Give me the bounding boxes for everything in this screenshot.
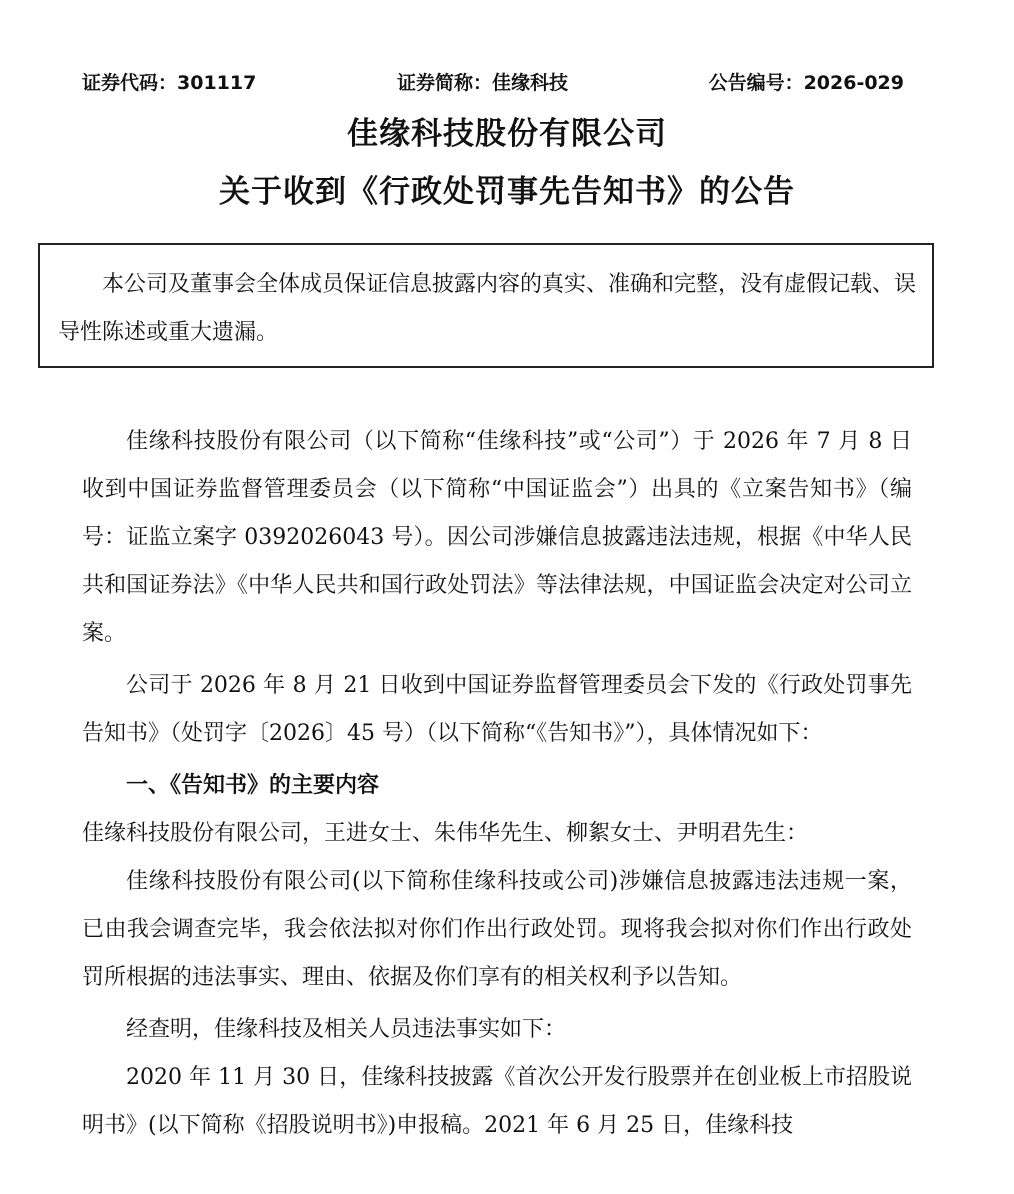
announcement-title: 关于收到《行政处罚事先告知书》的公告 — [219, 174, 795, 210]
paragraph-notice-received: 公司于 2026 年 8 月 21 日收到中国证券监督管理委员会下发的《行政处罚事先告知书》（处罚字〔2026〕45 号）（以下简称“《告知书》”），具体情况如下： — [82, 673, 912, 746]
announcement-number: 公告编号：2026-029 — [708, 71, 904, 94]
section-heading-1: 一、《告知书》的主要内容 — [126, 773, 380, 798]
company-title: 佳缘科技股份有限公司 — [347, 116, 667, 152]
paragraph-addressees: 佳缘科技股份有限公司，王进女士、朱伟华先生、柳絮女士、尹明君先生： — [82, 821, 809, 846]
stock-abbreviation: 证券简称：佳缘科技 — [396, 71, 568, 94]
announcement-body — [82, 418, 912, 1150]
document-header — [82, 64, 904, 98]
paragraph-prospectus: 2020 年 11 月 30 日，佳缘科技披露《首次公开发行股票并在创业板上市招股说明书》(以下简称《招股说明书》)申报稿。2021 年 6 月 25 日，佳缘科技 — [82, 1065, 912, 1138]
stock-code: 证券代码：301117 — [82, 71, 257, 94]
board-guarantee-notice: 本公司及董事会全体成员保证信息披露内容的真实、准确和完整，没有虚假记载、误导性陈述或重大遗漏。 — [38, 243, 934, 368]
paragraph-case-filing: 佳缘科技股份有限公司（以下简称“佳缘科技”或“公司”）于 2026 年 7 月 8 日收到中国证券监督管理委员会（以下简称“中国证监会”）出具的《立案告知书》（编号：证监立案字 0392026043 号）。因公司涉嫌信息披露违法违规，根据《中华人民共和国证券法》《中华人民共和国行政处罚法》等法律法规，中国证监会决定对公司立案。 — [82, 429, 912, 646]
paragraph-facts-intro: 经查明，佳缘科技及相关人员违法事实如下： — [126, 1017, 567, 1042]
paragraph-investigation: 佳缘科技股份有限公司(以下简称佳缘科技或公司)涉嫌信息披露违法违规一案，已由我会调查完毕，我会依法拟对你们作出行政处罚。现将我会拟对你们作出行政处罚所根据的违法事实、理由、依据及你们享有的相关权利予以告知。 — [82, 869, 912, 990]
